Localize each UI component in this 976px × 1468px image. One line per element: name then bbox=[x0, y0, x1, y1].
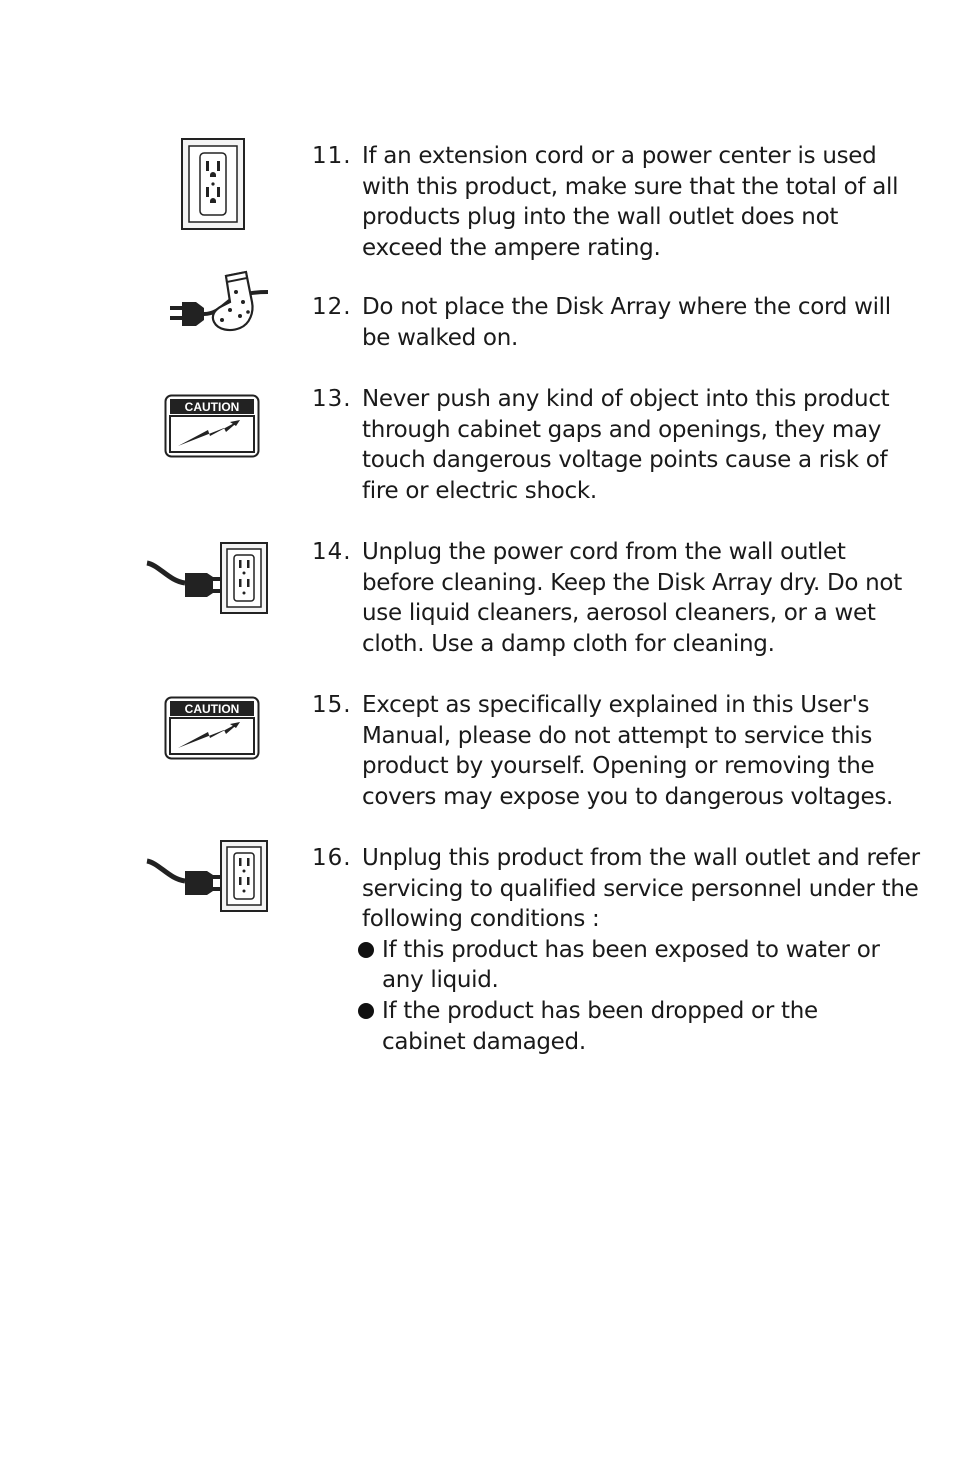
item-text bbox=[362, 384, 922, 506]
text-line: through cabinet gaps and openings, they may bbox=[362, 416, 882, 443]
caution-shock-icon bbox=[164, 394, 260, 458]
safety-item-16 bbox=[0, 843, 976, 1073]
bullet-item bbox=[362, 996, 922, 1057]
item-text bbox=[362, 141, 922, 263]
wall-outlet-icon bbox=[180, 137, 246, 231]
bullet-icon bbox=[358, 1003, 374, 1019]
text-line: covers may expose you to dangerous voltages. bbox=[362, 783, 894, 810]
text-line: Manual, please do not attempt to service this bbox=[362, 722, 873, 749]
caution-label: CAUTION bbox=[184, 702, 240, 716]
bullet-icon bbox=[358, 942, 374, 958]
text-line: before cleaning. Keep the Disk Array dry. Do not bbox=[362, 569, 902, 596]
text-line: Unplug the power cord from the wall outlet bbox=[362, 539, 846, 565]
text-line: use liquid cleaners, aerosol cleaners, or a wet bbox=[362, 600, 876, 627]
text-line: any liquid. bbox=[382, 967, 499, 994]
bullet-item bbox=[362, 935, 922, 996]
safety-item-11 bbox=[0, 141, 976, 271]
text-line: Never push any kind of object into this product bbox=[362, 386, 890, 412]
caution-label: CAUTION bbox=[184, 400, 240, 414]
safety-item-13 bbox=[0, 384, 976, 514]
text-line: cabinet damaged. bbox=[382, 1028, 586, 1055]
caution-shock-icon bbox=[164, 696, 260, 760]
text-line: Unplug this product from the wall outlet and refer bbox=[362, 845, 920, 871]
item-text bbox=[362, 690, 922, 812]
text-line: cloth. Use a damp cloth for cleaning. bbox=[362, 630, 775, 657]
text-line: exceed the ampere rating. bbox=[362, 234, 661, 261]
text-line: If this product has been exposed to water or bbox=[382, 936, 880, 963]
item-text bbox=[362, 292, 922, 353]
text-line: Except as specifically explained in this User's bbox=[362, 692, 870, 718]
item-number: 11. bbox=[312, 143, 352, 169]
item-number: 14. bbox=[312, 539, 352, 565]
item-number: 15. bbox=[312, 692, 352, 718]
unplug-outlet-icon bbox=[145, 839, 271, 913]
text-line: servicing to qualified service personnel under the bbox=[362, 875, 919, 902]
text-line: with this product, make sure that the total of all bbox=[362, 173, 899, 200]
text-line: If the product has been dropped or the bbox=[382, 997, 818, 1024]
item-number: 12. bbox=[312, 294, 352, 320]
text-line: following conditions : bbox=[362, 906, 600, 933]
cord-walked-on-icon bbox=[168, 270, 272, 340]
unplug-outlet-icon bbox=[145, 541, 271, 615]
text-line: If an extension cord or a power center is used bbox=[362, 143, 877, 169]
safety-item-15 bbox=[0, 690, 976, 820]
text-line: fire or electric shock. bbox=[362, 477, 597, 504]
text-line: products plug into the wall outlet does not bbox=[362, 204, 839, 231]
item-text bbox=[362, 843, 922, 1057]
text-line: product by yourself. Opening or removing the bbox=[362, 753, 875, 780]
text-line: Do not place the Disk Array where the cord will bbox=[362, 294, 891, 320]
safety-item-14 bbox=[0, 537, 976, 667]
item-number: 16. bbox=[312, 845, 352, 871]
safety-item-12 bbox=[0, 292, 976, 362]
item-text bbox=[362, 537, 922, 659]
text-line: touch dangerous voltage points cause a risk of bbox=[362, 447, 888, 474]
item-number: 13. bbox=[312, 386, 352, 412]
text-line: be walked on. bbox=[362, 324, 518, 351]
